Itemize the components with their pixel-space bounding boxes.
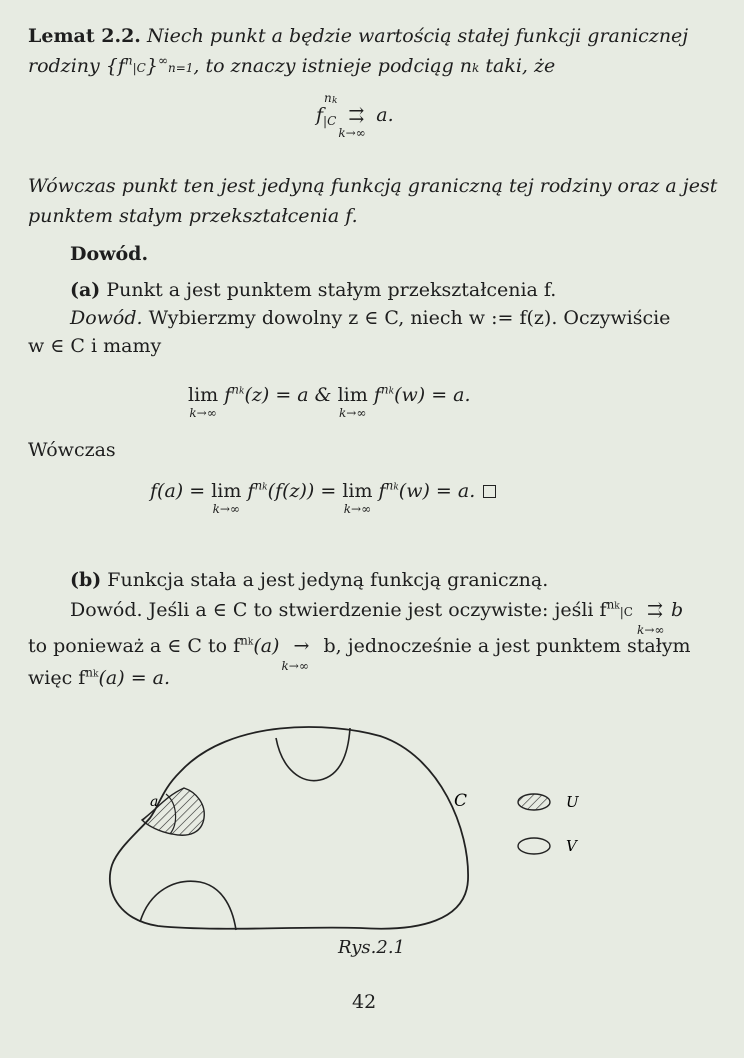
legend-V-label: V	[566, 837, 577, 855]
equation-2: f(a) = lim k→∞ $f^{nk}(f(z)) = \lim$ k→∞ $f^{nk}(w) = a$.	[150, 480, 496, 502]
lemma-line-1	[28, 22, 688, 50]
equation-1: lim k→∞ $f^{nk}(z) = a$ & lim k→∞ $f^{nk}(w) = a$.	[188, 382, 471, 420]
page-number: 42	[352, 991, 377, 1013]
point-a-label: a	[150, 794, 159, 810]
part-b-line-3: więc $f^{nk}(a) = a$.	[28, 665, 171, 689]
region-V-bottom	[140, 881, 236, 930]
part-b-line-1: Dowód. Jeśli a ∈ C to stwierdzenie jest oczywiste: jeśli $f^{nk}|C$ ⇉ k→∞ b	[70, 597, 684, 637]
lemma-text-1: Niech punkt a będzie wartością stałej funkcji granicznej	[146, 25, 689, 47]
wowczas-text: Wówczas	[28, 439, 116, 461]
figure-caption: Rys.2.1	[338, 937, 405, 958]
legend-U-swatch	[518, 794, 550, 810]
region-V-top	[276, 728, 350, 781]
lemma-line-2: rodziny $\{f^n|C\}^\infty n=1$, to znaczy istnieje podciąg nk taki, że	[28, 53, 556, 77]
part-b-title: (b) Funkcja stała a jest jedyną funkcją graniczną.	[70, 569, 549, 591]
lemma-label: Lemat 2.2.	[28, 25, 141, 47]
qed-box	[483, 485, 496, 498]
lemma-conclusion-2: punktem stałym przekształcenia f.	[28, 205, 358, 227]
part-a-line-2: w ∈ C i mamy	[28, 335, 162, 357]
part-a-title: (a) Punkt a jest punktem stałym przekształcenia f.	[70, 279, 557, 301]
part-b-line-2: to ponieważ a ∈ C to $f^{nk}(a)$ → k→∞ b, jednocześnie a jest punktem stałym	[28, 633, 691, 673]
lemma-formula: f n k $_{|C}$ ⇉ k→∞ a.	[316, 91, 394, 140]
lemma-conclusion-1: Wówczas punkt ten jest jedyną funkcją graniczną tej rodziny oraz a jest	[28, 175, 718, 197]
legend-U-label: U	[566, 793, 579, 811]
region-C-label: C	[454, 791, 468, 811]
legend-V-swatch	[518, 838, 550, 854]
proof-heading: Dowód.	[70, 243, 149, 265]
part-a-line-1: Dowód. Wybierzmy dowolny z ∈ C, niech w := f(z). Oczywiście	[70, 307, 671, 329]
